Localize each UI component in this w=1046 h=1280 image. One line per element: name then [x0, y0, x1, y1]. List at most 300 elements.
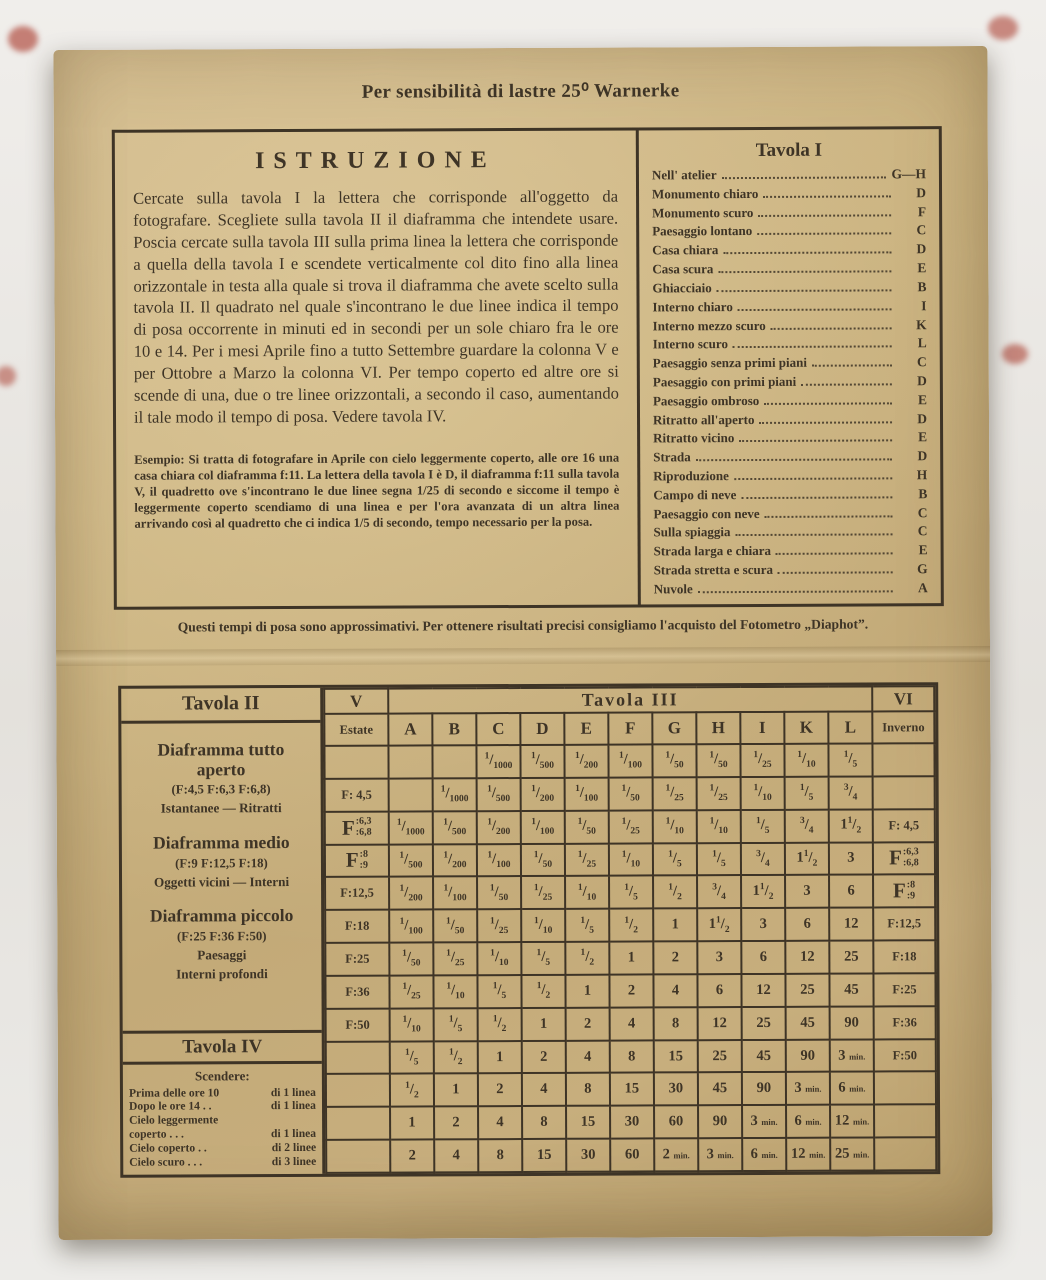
- exposure-cell: 45: [829, 973, 873, 1006]
- exposure-cell: $^1/_{500}$: [389, 844, 433, 877]
- exposure-cell: 3: [785, 875, 829, 908]
- exposure-cell: $^1/_{100}$: [389, 910, 433, 943]
- red-stain: [988, 16, 1018, 40]
- subject-letter: L: [917, 335, 927, 351]
- subject-label: Ritratto vicino: [653, 430, 735, 446]
- group-note: Interni profondi: [176, 966, 268, 982]
- tavola1-item: [652, 167, 926, 182]
- tavola1-item: [654, 562, 928, 577]
- subject-letter: D: [916, 241, 927, 257]
- dot-leader: [759, 421, 892, 424]
- exposure-cell: 12: [698, 1007, 742, 1040]
- tavola1-item: [653, 525, 927, 540]
- exposure-cell: 2: [653, 941, 697, 974]
- subject-letter: D: [917, 373, 927, 389]
- exposure-cell: $^1/_{50}$: [389, 942, 433, 975]
- tavola3-row: [325, 940, 935, 976]
- exposure-cell: $^1/_{10}$: [653, 810, 697, 843]
- top-section: [112, 126, 944, 610]
- dot-leader: [776, 553, 893, 556]
- tavola3-title: Tavola III: [388, 686, 872, 713]
- letter-header: B: [432, 713, 476, 745]
- group-heading: Diaframma medio: [152, 832, 290, 853]
- condition-label: Dopo le ore 14 . .: [128, 1099, 212, 1114]
- inverno-f-label: [873, 776, 935, 809]
- exposure-cell: $^1/_{10}$: [741, 777, 785, 810]
- exposure-cell: $^1/_5$: [390, 1041, 434, 1074]
- exposure-cell: [389, 778, 433, 811]
- exposure-cell: $^1/_5$: [653, 843, 697, 876]
- tavola3-row: [325, 842, 935, 878]
- dot-leader: [801, 383, 892, 385]
- exposure-cell: 25: [829, 941, 873, 974]
- exposure-cell: $^1/_{200}$: [433, 844, 477, 877]
- tavola1-item: [653, 449, 927, 464]
- exposure-cell: $^1/_{200}$: [389, 877, 433, 910]
- estate-f-label: [324, 746, 388, 779]
- exposure-cell: $^1/_2$: [609, 909, 653, 942]
- letter-header: D: [520, 713, 564, 745]
- exposure-cell: 12: [741, 974, 785, 1007]
- tavola1-item: [653, 299, 927, 314]
- group-fstops: (F:25 F:36 F:50): [176, 929, 267, 944]
- subject-letter: K: [916, 316, 927, 332]
- tavola1-item: [653, 355, 927, 370]
- tavola4-title: Tavola IV: [123, 1029, 322, 1064]
- subject-label: Interno scuro: [652, 336, 728, 352]
- exposure-cell: $^1/_{10}$: [390, 1008, 434, 1041]
- tavola1-item: [653, 506, 927, 521]
- subject-label: Monumento scuro: [652, 204, 754, 221]
- subject-label: Paesaggio con neve: [653, 505, 760, 522]
- exposure-cell: $^1/_{25}$: [697, 777, 741, 810]
- exposure-cell: 3 min.: [698, 1138, 742, 1171]
- exposure-cell: $^1/_{50}$: [521, 843, 565, 876]
- dot-leader: [739, 440, 892, 443]
- exposure-cell: $^1/_{25}$: [565, 843, 609, 876]
- dot-leader: [718, 270, 891, 273]
- lines-value: di 1 linea: [270, 1099, 316, 1113]
- subject-label: Strada: [653, 449, 691, 465]
- exposure-cell: $^1/_{10}$: [697, 810, 741, 843]
- exposure-cell: $^1/_{500}$: [433, 811, 477, 844]
- exposure-cell: 2: [390, 1140, 434, 1173]
- subject-letter: D: [916, 185, 927, 201]
- exposure-cell: 25: [742, 1007, 786, 1040]
- istruzione-body: Cercate sulla tavola I la lettera che corrisponde all'oggetto da fotografare. Scegliete sulla tavola II il diaframma che intendete usare. Poscia cercate sulla tavola III sulla prima linea la lettera che corrisponde a quella della tavola I e scendete verticalmente col dito fino alla linea orizzontale in testa alla quale si trova il diaframma che avete scelto sulla tavola II. Il quadrato nel quale s'incontrano le due linee indica il tempo di posa occorrente in minuti ed in secondi per un sole chiaro fra le ore 10 e 14. Per i mesi Aprile fino a tutto Settembre guardare la colonna V e per Ottobre a Marzo la colonna VI. Per tempo coperto ed altre ore si scende di una, due o tre linee orizzontali, a secondo il caso, aumentando il tale modo il tempo di posa. Vedere tavola IV.: [133, 186, 619, 427]
- exposure-cell: 1: [434, 1074, 478, 1107]
- subject-letter: D: [917, 448, 928, 464]
- exposure-cell: 45: [698, 1072, 742, 1105]
- group-note: Istantanee — Ritratti: [160, 800, 282, 816]
- subject-letter: E: [917, 260, 927, 276]
- exposure-cell: 15: [610, 1073, 654, 1106]
- exposure-cell: 1: [653, 908, 697, 941]
- exposure-cell: $^1/_{25}$: [521, 876, 565, 909]
- tavola3-row: [325, 776, 935, 812]
- inverno-f-label: F:25: [873, 973, 935, 1006]
- exposure-cell: 3: [829, 842, 873, 875]
- subject-label: Monumento chiaro: [652, 185, 759, 202]
- exposure-cell: $^1/_5$: [828, 743, 872, 776]
- exposure-cell: $^1/_{50}$: [565, 810, 609, 843]
- subject-label: Ghiacciaio: [652, 280, 712, 296]
- exposure-cell: 6: [697, 974, 741, 1007]
- exposure-cell: 2: [566, 1007, 610, 1040]
- estate-header: Estate: [324, 714, 388, 746]
- subject-label: Sulla spiaggia: [653, 524, 731, 540]
- subject-letter: B: [918, 486, 928, 502]
- subject-label: Casa scura: [652, 261, 714, 277]
- group-heading: Diaframma tutto aperto: [157, 739, 285, 780]
- exposure-cell: $^1/_{1000}$: [433, 778, 477, 811]
- exposure-cell: 4: [610, 1007, 654, 1040]
- scendere-item: [129, 1099, 316, 1114]
- exposure-cell: 60: [654, 1106, 698, 1139]
- tavola3-row: [325, 875, 935, 911]
- subject-letter: H: [916, 467, 928, 483]
- page-title: Per sensibilità di lastre 25⁰ Warnerke: [361, 80, 680, 103]
- estate-f-label: F :8 :9: [325, 844, 389, 877]
- dot-leader: [778, 571, 893, 574]
- exposure-cell: 12: [785, 941, 829, 974]
- tavola1-item: [653, 374, 927, 389]
- exposure-cell: 6: [741, 941, 785, 974]
- subject-label: Nuvole: [653, 581, 693, 597]
- exposure-cell: $1^1/_2$: [741, 875, 785, 908]
- exposure-cell: 60: [610, 1139, 654, 1172]
- tavola3-row: [326, 1039, 936, 1075]
- subject-label: Riproduzione: [653, 468, 729, 484]
- exposure-cell: 3 min.: [742, 1105, 786, 1138]
- red-stain: [8, 26, 38, 52]
- exposure-cell: $^1/_5$: [477, 975, 521, 1008]
- estate-f-label: F:50: [326, 1008, 390, 1041]
- subject-letter: E: [918, 429, 928, 445]
- exposure-cell: $^1/_{50}$: [652, 744, 696, 777]
- exposure-cell: 1: [565, 975, 609, 1008]
- lines-value: di 1 linea: [270, 1127, 317, 1141]
- dot-leader: [738, 308, 892, 311]
- exposure-cell: $^1/_5$: [785, 777, 829, 810]
- dot-leader: [771, 327, 892, 330]
- subject-letter: G: [917, 561, 928, 577]
- condition-label: Cielo coperto . .: [129, 1141, 207, 1155]
- tavola2-panel: [121, 688, 325, 1175]
- lines-value: di 1 linea: [270, 1085, 316, 1099]
- inverno-f-label: F:36: [874, 1006, 936, 1039]
- estate-f-label: [326, 1140, 390, 1173]
- exposure-cell: 30: [654, 1073, 698, 1106]
- inverno-f-label: F:12,5: [873, 907, 935, 940]
- inverno-f-label: F:18: [873, 940, 935, 973]
- dot-leader: [764, 402, 892, 405]
- tavola3-row: [325, 907, 935, 943]
- exposure-cell: $^1/_{25}$: [433, 942, 477, 975]
- exposure-card: [53, 46, 992, 1240]
- exposure-cell: 1: [478, 1041, 522, 1074]
- subject-label: Interno chiaro: [652, 298, 733, 315]
- exposure-cell: $^1/_{50}$: [477, 876, 521, 909]
- esempio-paragraph: [134, 450, 619, 532]
- letter-header: K: [784, 712, 828, 744]
- group-note: Oggetti vicini — Interni: [153, 873, 290, 890]
- subject-label: Casa chiara: [652, 242, 719, 258]
- exposure-cell: 12 min.: [786, 1138, 830, 1171]
- column-v-label: V: [324, 689, 388, 714]
- dot-leader: [723, 252, 891, 255]
- exposure-cell: 45: [742, 1039, 786, 1072]
- tavola1-item: [654, 581, 928, 596]
- exposure-cell: 8: [522, 1106, 566, 1139]
- red-stain: [0, 366, 16, 386]
- subject-label: Ritratto all'aperto: [652, 411, 755, 427]
- exposure-cell: 4: [566, 1040, 610, 1073]
- paper-crease: [56, 646, 990, 666]
- exposure-cell: 90: [742, 1072, 786, 1105]
- dot-leader: [722, 176, 887, 179]
- exposure-cell: [432, 745, 476, 778]
- subject-letter: I: [921, 297, 927, 313]
- tavola1-item: [652, 280, 926, 295]
- tavola3-row: [324, 743, 934, 779]
- exposure-cell: $^1/_{25}$: [477, 909, 521, 942]
- istruzione-title: ISTRUZIONE: [254, 147, 496, 175]
- red-stain: [1002, 344, 1028, 364]
- exposure-cell: $1^1/_2$: [785, 842, 829, 875]
- exposure-cell: 3: [741, 908, 785, 941]
- tavola2-groups: [121, 723, 321, 983]
- exposure-cell: $^1/_{200}$: [564, 745, 608, 778]
- tavola1-panel: [639, 129, 941, 604]
- tavola3-row: [326, 1137, 936, 1173]
- exposure-cell: $^1/_{100}$: [608, 744, 652, 777]
- istruzione-panel: [115, 130, 641, 606]
- exposure-cell: 1: [390, 1107, 434, 1140]
- tavola3-table: [323, 685, 937, 1174]
- subject-letter: B: [917, 279, 927, 295]
- letter-header: I: [740, 712, 784, 744]
- subject-label: Nell' atelier: [651, 167, 717, 183]
- exposure-cell: 12: [829, 908, 873, 941]
- exposure-cell: $^1/_{1000}$: [476, 745, 520, 778]
- estate-f-label: [326, 1107, 390, 1140]
- exposure-cell: 6 min.: [786, 1105, 830, 1138]
- exposure-cell: $^1/_2$: [521, 975, 565, 1008]
- exposure-cell: $^1/_5$: [434, 1008, 478, 1041]
- subject-letter: F: [917, 203, 927, 219]
- tavola3-top-header: [324, 686, 934, 714]
- exposure-cell: $^1/_{25}$: [653, 777, 697, 810]
- letter-header: L: [828, 711, 872, 743]
- subject-label: Interno mezzo scuro: [652, 317, 766, 333]
- estate-f-label: [326, 1041, 390, 1074]
- exposure-cell: $^1/_{50}$: [609, 777, 653, 810]
- estate-f-label: F: 4,5: [325, 778, 389, 811]
- tavola4-list: [123, 1063, 322, 1174]
- exposure-cell: $^1/_{200}$: [521, 778, 565, 811]
- estate-f-label: F :6,3 :6,8: [325, 811, 389, 844]
- exposure-cell: 30: [610, 1106, 654, 1139]
- exposure-cell: $^1/_5$: [521, 942, 565, 975]
- esempio-body: Si tratta di fotografare in Aprile con cielo leggermente coperto, alle ore 16 una casa chiara col diaframma f:11. La lettera della tavola I è D, il diaframma f:11 sulla tavola V, il quadretto ove s'incontrano le due linee segna 1/25 di secondo e siccome il tempo è leggermente coperto scendiamo di una linea e per l'ora avanzata di un altra linea arrivando così al quadretto che ci indica 1/5 di secondo, tempo necessario per la posa.: [134, 450, 620, 531]
- subject-letter: E: [918, 542, 928, 558]
- exposure-cell: $^1/_2$: [653, 876, 697, 909]
- tavola1-item: [652, 224, 926, 239]
- tavola1-item: [653, 468, 927, 483]
- estate-f-label: F:18: [325, 910, 389, 943]
- estate-f-label: F:12,5: [325, 877, 389, 910]
- exposure-cell: 8: [478, 1139, 522, 1172]
- exposure-cell: [388, 745, 432, 778]
- tavola1-item: [653, 487, 927, 502]
- inverno-f-label: F:50: [874, 1039, 936, 1072]
- tavola1-item: [652, 205, 926, 220]
- exposure-cell: $^1/_{50}$: [696, 744, 740, 777]
- exposure-cell: 4: [522, 1073, 566, 1106]
- exposure-cell: $^1/_2$: [565, 942, 609, 975]
- exposure-cell: $^3/_4$: [741, 842, 785, 875]
- tavola3-row: [325, 809, 935, 845]
- subject-letter: C: [916, 222, 927, 238]
- exposure-cell: 4: [653, 974, 697, 1007]
- inverno-f-label: F: 4,5: [873, 809, 935, 842]
- tavola1-item: [653, 393, 927, 408]
- dot-leader: [734, 477, 892, 480]
- lines-value: di 3 linee: [271, 1155, 317, 1169]
- subject-letter: C: [917, 504, 928, 520]
- footer-note: Questi tempi di posa sono approssimativi. Per ottenere risultati precisi consigliamo l'acquisto del Fotometro „Diaphot”.: [177, 616, 869, 635]
- tavola4-heading: Scendere:: [195, 1067, 250, 1083]
- tavola3-panel: [323, 685, 937, 1174]
- exposure-cell: 25: [785, 974, 829, 1007]
- exposure-cell: $^1/_5$: [741, 810, 785, 843]
- exposure-cell: $^1/_{500}$: [520, 745, 564, 778]
- subject-label: Paesaggio ombroso: [652, 392, 760, 409]
- exposure-cell: 45: [786, 1006, 830, 1039]
- tavola3-row: [325, 973, 935, 1009]
- tavola1-item: [652, 261, 926, 276]
- dot-leader: [698, 590, 893, 593]
- scendere-item: [129, 1085, 316, 1100]
- exposure-cell: 1: [609, 941, 653, 974]
- subject-label: Paesaggio senza primi piani: [652, 354, 808, 371]
- dot-leader: [741, 496, 892, 499]
- exposure-cell: 90: [830, 1006, 874, 1039]
- subject-label: Strada stretta e scura: [653, 561, 773, 578]
- exposure-cell: 15: [566, 1106, 610, 1139]
- subject-label: Paesaggio lontano: [652, 223, 753, 239]
- inverno-f-label: [874, 1137, 936, 1170]
- condition-label: Cielo scuro . . .: [129, 1155, 203, 1169]
- subject-letter: E: [917, 391, 927, 408]
- tavola1-item: [653, 337, 927, 352]
- subject-letter: C: [917, 523, 928, 539]
- exposure-cell: 2: [522, 1040, 566, 1073]
- scendere-item: [129, 1113, 316, 1142]
- subject-letter: D: [917, 410, 928, 426]
- exposure-cell: $^1/_2$: [478, 1008, 522, 1041]
- exposure-cell: 1: [522, 1008, 566, 1041]
- exposure-cell: $1^1/_2$: [829, 809, 873, 842]
- column-vi-label: VI: [872, 686, 934, 711]
- dot-leader: [758, 214, 891, 217]
- tavola2-title: Tavola II: [121, 688, 320, 724]
- group-heading: Diaframma piccolo: [149, 905, 294, 927]
- subject-label: Paesaggio con primi piani: [652, 373, 797, 390]
- exposure-cell: 25 min.: [830, 1138, 874, 1171]
- tavola1-item: [652, 242, 926, 257]
- exposure-cell: $^1/_{100}$: [433, 877, 477, 910]
- letter-header: E: [564, 713, 608, 745]
- group-fstops: (F:4,5 F:6,3 F:6,8): [171, 782, 271, 797]
- exposure-cell: 8: [654, 1007, 698, 1040]
- exposure-cell: 2: [609, 974, 653, 1007]
- exposure-cell: $1^1/_2$: [697, 908, 741, 941]
- exposure-cell: 6: [785, 908, 829, 941]
- subject-label: Campo di neve: [653, 486, 737, 503]
- exposure-cell: $^3/_4$: [785, 809, 829, 842]
- exposure-cell: 90: [786, 1039, 830, 1072]
- exposure-cell: $^1/_5$: [565, 909, 609, 942]
- exposure-cell: $^1/_{100}$: [477, 844, 521, 877]
- exposure-cell: $^1/_{10}$: [784, 744, 828, 777]
- group-note: Paesaggi: [197, 947, 247, 963]
- letter-header: A: [388, 713, 432, 745]
- exposure-cell: $^1/_{25}$: [389, 975, 433, 1008]
- estate-f-label: F:36: [325, 975, 389, 1008]
- exposure-cell: $^1/_{50}$: [433, 909, 477, 942]
- exposure-cell: $^1/_{10}$: [521, 909, 565, 942]
- exposure-cell: $^3/_4$: [829, 776, 873, 809]
- dot-leader: [757, 233, 891, 236]
- inverno-f-label: [872, 743, 934, 776]
- dot-leader: [696, 459, 892, 462]
- estate-f-label: F:25: [325, 943, 389, 976]
- exposure-cell: 6 min.: [830, 1072, 874, 1105]
- exposure-cell: $^1/_{100}$: [521, 811, 565, 844]
- letter-header: H: [696, 712, 740, 744]
- subject-label: Strada larga e chiara: [653, 543, 771, 559]
- subject-letter: G—H: [891, 166, 926, 182]
- exposure-cell: $^1/_{10}$: [477, 942, 521, 975]
- exposure-cell: $^1/_{100}$: [565, 777, 609, 810]
- subject-letter: A: [917, 580, 928, 596]
- exposure-cell: 3 min.: [830, 1039, 874, 1072]
- exposure-cell: $^1/_5$: [609, 876, 653, 909]
- exposure-cell: $^1/_{500}$: [477, 778, 521, 811]
- tavola3-row: [326, 1104, 936, 1140]
- letter-header: F: [608, 712, 652, 744]
- bottom-section: [118, 682, 940, 1178]
- dot-leader: [812, 365, 892, 367]
- subject-letter: C: [916, 354, 927, 370]
- tavola1-list: [652, 167, 928, 596]
- exposure-cell: 90: [698, 1105, 742, 1138]
- exposure-cell: 8: [610, 1040, 654, 1073]
- exposure-cell: 30: [566, 1139, 610, 1172]
- exposure-cell: $^1/_{25}$: [609, 810, 653, 843]
- inverno-f-label: F :8 :9: [873, 875, 935, 908]
- dot-leader: [765, 515, 893, 518]
- exposure-cell: 15: [522, 1139, 566, 1172]
- exposure-cell: $^3/_4$: [697, 875, 741, 908]
- exposure-cell: $^1/_5$: [697, 843, 741, 876]
- tavola1-item: [654, 543, 928, 558]
- diaframma-group: [121, 740, 320, 817]
- tavola4-items: [129, 1085, 316, 1169]
- exposure-cell: 6 min.: [742, 1138, 786, 1171]
